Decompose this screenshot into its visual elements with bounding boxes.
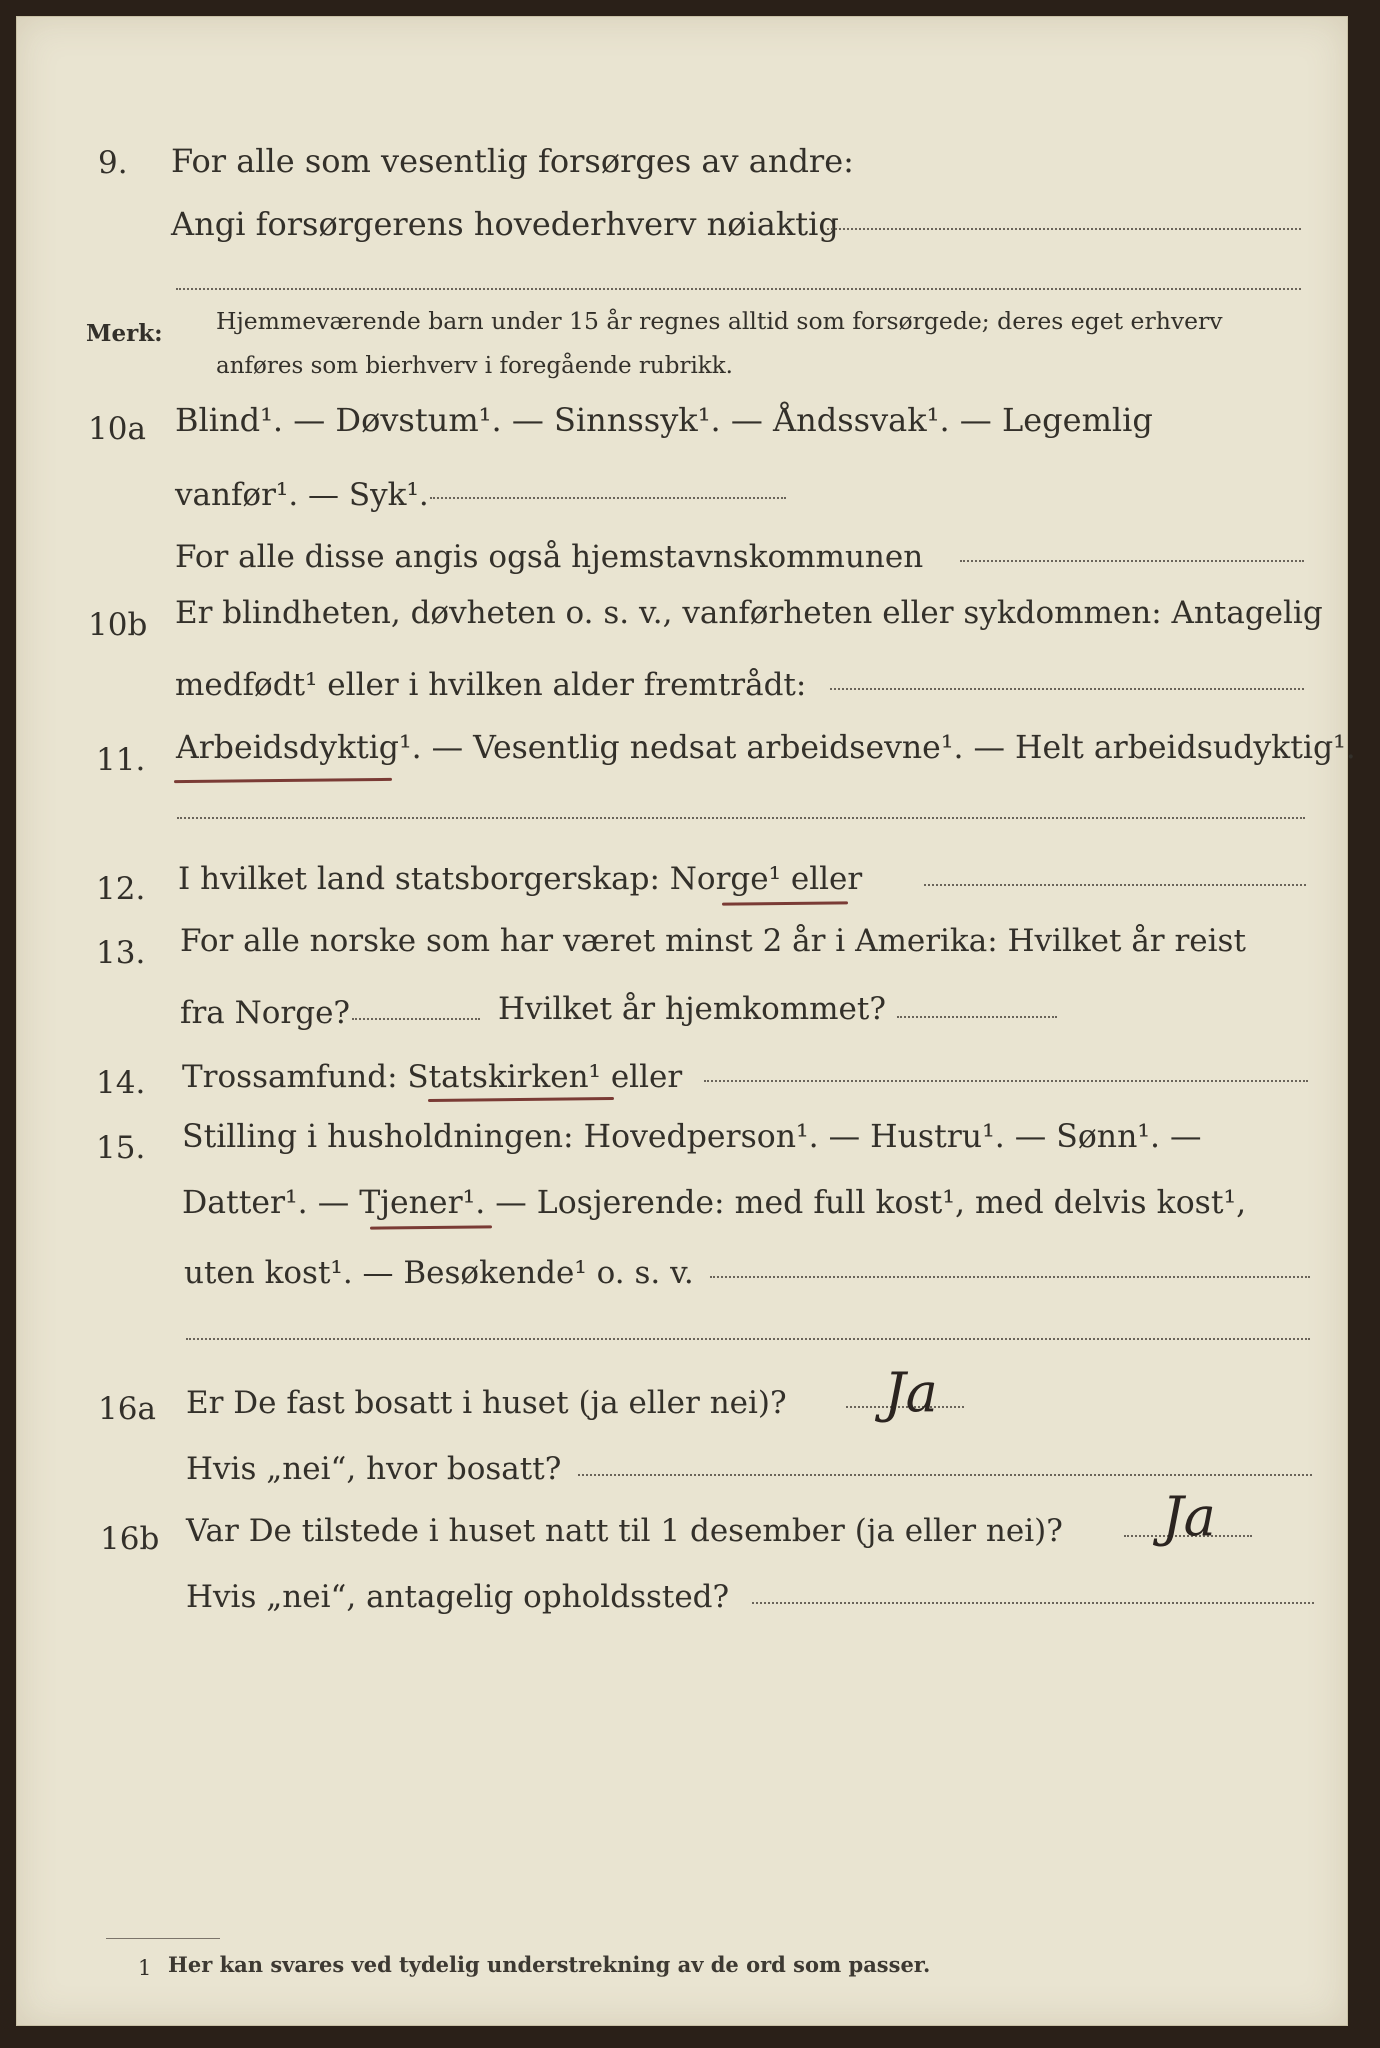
q10a-line1: Blind¹. — Døvstum¹. — Sinnssyk¹. — Åndssvak¹. — Legemlig xyxy=(175,401,1153,439)
q13-line1: For alle norske som har været minst 2 år i Amerika: Hvilket år reist xyxy=(180,923,1246,959)
q16b-line2: Hvis „nei“, antagelig opholdssted? xyxy=(186,1579,730,1615)
q16b-handwritten-answer: Ja xyxy=(1162,1485,1216,1548)
footnote-text: Her kan svares ved tydelig understrekning av de ord som passer. xyxy=(168,1952,931,1977)
footnote-mark: 1 xyxy=(138,1956,152,1980)
q12-line1: I hvilket land statsborgerskap: Norge¹ eller xyxy=(178,861,863,897)
q13-hjemkommet-line[interactable] xyxy=(897,1016,1057,1018)
q16a-handwritten-answer: Ja xyxy=(884,1361,938,1424)
q10a-hjemstavn-line[interactable] xyxy=(960,560,1304,562)
q16b-line1: Var De tilstede i huset natt til 1 desember (ja eller nei)? xyxy=(186,1513,1063,1549)
q10b-number: 10b xyxy=(88,607,148,643)
q13-line2a: fra Norge? xyxy=(180,995,351,1031)
merk-label: Merk: xyxy=(86,320,163,347)
merk-line2: anføres som bierhverv i foregående rubrikk. xyxy=(216,353,733,379)
q9-answer-line[interactable] xyxy=(827,228,1301,230)
merk-line1: Hjemmeværende barn under 15 år regnes alltid som forsørgede; deres eget erhverv xyxy=(216,307,1223,335)
q13-number: 13. xyxy=(96,935,146,971)
q16a-number: 16a xyxy=(98,1391,156,1427)
q12-number: 12. xyxy=(96,871,146,907)
q15-answer-line[interactable] xyxy=(710,1276,1310,1278)
q14-line1: Trossamfund: Statskirken¹ eller xyxy=(182,1059,683,1095)
q10b-line1: Er blindheten, døvheten o. s. v., vanførheten eller sykdommen: Antagelig xyxy=(175,595,1323,631)
q10b-line2: medfødt¹ eller i hvilken alder fremtrådt: xyxy=(175,667,807,703)
q10a-answer-line[interactable] xyxy=(430,497,786,499)
q16a-line1: Er De fast bosatt i huset (ja eller nei)? xyxy=(186,1385,787,1421)
q16b-number: 16b xyxy=(100,1521,160,1557)
q10b-answer-line[interactable] xyxy=(830,688,1304,690)
q9-line1: For alle som vesentlig forsørges av andre: xyxy=(171,142,854,180)
q16a-line2: Hvis „nei“, hvor bosatt? xyxy=(186,1451,562,1487)
q15-answer-line-2[interactable] xyxy=(186,1338,1310,1340)
q16b-opholdssted-line[interactable] xyxy=(752,1602,1314,1604)
q15-line1: Stilling i husholdningen: Hovedperson¹. — Hustru¹. — Sønn¹. — xyxy=(182,1119,1202,1155)
q11-number: 11. xyxy=(96,742,146,778)
q9-answer-line-2[interactable] xyxy=(176,288,1301,290)
q11-answer-line[interactable] xyxy=(177,817,1305,819)
q11-line1: Arbeidsdyktig¹. — Vesentlig nedsat arbeidsevne¹. — Helt arbeidsudyktig¹. xyxy=(176,730,1356,766)
q10a-line3: For alle disse angis også hjemstavnskommunen xyxy=(175,539,924,575)
q13-line2b: Hvilket år hjemkommet? xyxy=(498,991,886,1027)
q16a-bosatt-line[interactable] xyxy=(578,1474,1312,1476)
q15-line3: uten kost¹. — Besøkende¹ o. s. v. xyxy=(184,1255,694,1291)
q13-reist-line[interactable] xyxy=(352,1018,480,1020)
q15-line2: Datter¹. — Tjener¹. — Losjerende: med full kost¹, med delvis kost¹, xyxy=(182,1185,1247,1221)
q15-number: 15. xyxy=(96,1130,146,1166)
q12-answer-line[interactable] xyxy=(924,884,1306,886)
q9-number: 9. xyxy=(98,145,128,181)
q10a-number: 10a xyxy=(88,411,146,447)
q14-answer-line[interactable] xyxy=(704,1080,1308,1082)
footnote-rule xyxy=(106,1938,220,1939)
q10a-line2: vanfør¹. — Syk¹. xyxy=(175,477,429,513)
q14-number: 14. xyxy=(96,1065,146,1101)
q9-line2: Angi forsørgerens hovederhverv nøiaktig xyxy=(171,205,839,243)
